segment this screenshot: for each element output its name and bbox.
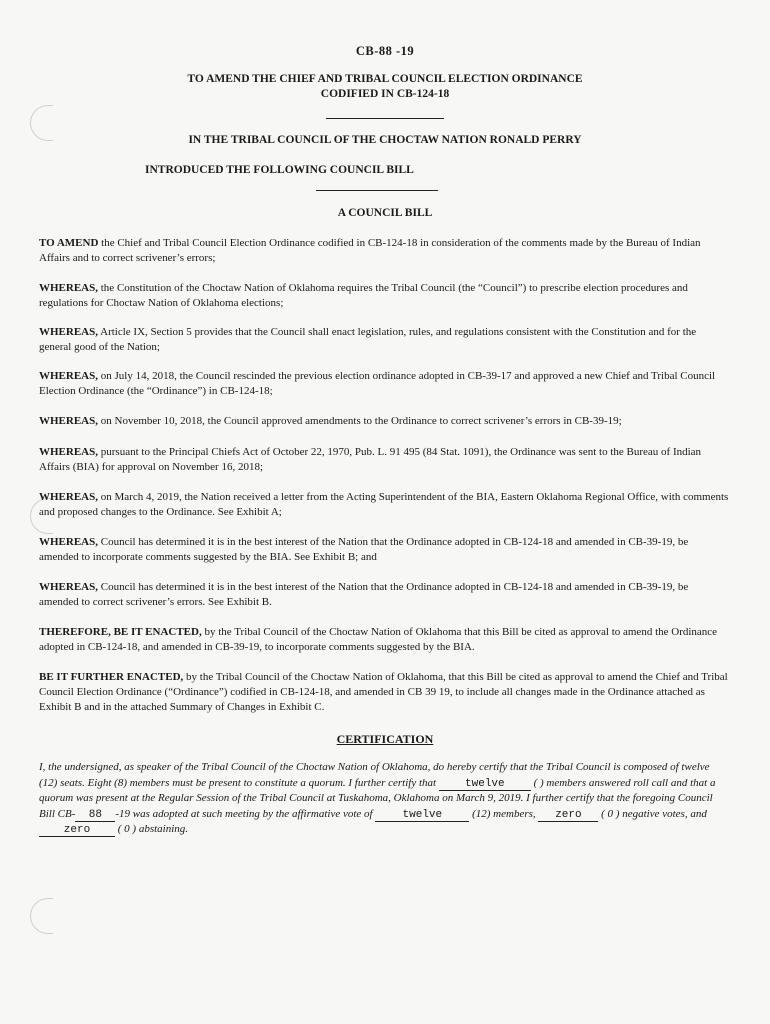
affirmative-votes-field: twelve: [375, 809, 469, 822]
paragraph-whereas: [39, 281, 729, 311]
paragraph-whereas: [39, 414, 729, 429]
paragraph-lead: TO AMEND: [39, 237, 99, 249]
bill-number: CB-88 -19: [355, 44, 415, 58]
paragraph-lead: WHEREAS,: [39, 370, 98, 382]
paragraph-lead: WHEREAS,: [39, 415, 98, 427]
paragraph-text: by the Tribal Council of the Choctaw Nation of Oklahoma, that this Bill be cited as approval to amend the Chief and Tribal Council Election Ordinance (“Ordinance”) codified in CB-124-18, and amended in CB 39 19, to include all changes made in the Ordinance attached as Exhibit B and in the attached Summary of Changes in Exhibit C.: [39, 671, 728, 713]
paragraph-text: on November 10, 2018, the Council approved amendments to the Ordinance to correct scrivener’s errors in CB-39-19;: [98, 415, 622, 427]
paragraph-whereas: [39, 325, 729, 355]
abstaining-votes-field: zero: [39, 824, 115, 837]
certification-text-segment: -19 was adopted at such meeting by the affirmative vote of: [115, 807, 376, 820]
paragraph-lead: WHEREAS,: [39, 536, 98, 548]
certification-text-segment: ( 0 ) negative votes, and: [598, 807, 707, 820]
paragraph-lead: THEREFORE, BE IT ENACTED,: [39, 626, 202, 638]
paragraph-further-enacted: [39, 670, 729, 715]
paragraph-whereas: [39, 445, 729, 475]
bill-heading: A COUNCIL BILL: [337, 207, 433, 219]
council-line: IN THE TRIBAL COUNCIL OF THE CHOCTAW NATION RONALD PERRY: [188, 134, 582, 146]
paragraph-lead: WHEREAS,: [39, 581, 98, 593]
certification-text-segment: ( ) members answered roll call and that a quorum was present at the Regular Session of the Tribal Council at Tuskahoma, Oklahoma on March 9, 2019. I further certify that the foregoing Council Bill CB-: [39, 776, 716, 820]
paragraph-text: the Chief and Tribal Council Election Ordinance codified in CB-124-18 in consideration of the comments made by the Bureau of Indian Affairs and to correct scrivener’s errors;: [39, 237, 701, 264]
paragraph-whereas: [39, 369, 729, 399]
members-present-field: twelve: [439, 778, 531, 791]
certification-text-segment: (12) members,: [469, 807, 539, 820]
paragraph-text: Article IX, Section 5 provides that the Council shall enact legislation, rules, and regulations consistent with the Constitution and for the general good of the Nation;: [39, 326, 697, 353]
paragraph-text: by the Tribal Council of the Choctaw Nation of Oklahoma that this Bill be cited as approval to amend the Ordinance adopted in CB-124-18, and amended in CB-39-19, to incorporate comments suggested by the BIA.: [39, 626, 718, 653]
paragraph-text: on March 4, 2019, the Nation received a letter from the Acting Superintendent of the BIA, Eastern Oklahoma Regional Office, with comments and proposed changes to the Ordinance. See Exhibit A;: [39, 491, 729, 518]
bill-number-field: 88: [75, 809, 115, 822]
divider: [326, 118, 444, 119]
paragraph-therefore: [39, 625, 729, 655]
bill-title-line2: CODIFIED IN CB-124-18: [320, 88, 450, 100]
introduced-line: INTRODUCED THE FOLLOWING COUNCIL BILL: [145, 164, 414, 176]
negative-votes-field: zero: [538, 809, 598, 822]
paragraph-whereas: [39, 580, 729, 610]
paragraph-whereas: [39, 535, 729, 565]
paragraph-lead: WHEREAS,: [39, 282, 98, 294]
punch-hole-mark: [30, 898, 53, 934]
certification-text: [39, 760, 729, 838]
paragraph-lead: WHEREAS,: [39, 446, 98, 458]
bill-title-line1: TO AMEND THE CHIEF AND TRIBAL COUNCIL ELECTION ORDINANCE: [187, 73, 583, 85]
certification-text-segment: ( 0 ) abstaining.: [115, 823, 189, 835]
certification-heading: CERTIFICATION: [336, 732, 434, 746]
paragraph-whereas: [39, 490, 729, 520]
paragraph-to-amend: [39, 236, 729, 266]
paragraph-lead: WHEREAS,: [39, 326, 98, 338]
paragraph-text: Council has determined it is in the best interest of the Nation that the Ordinance adopted in CB-124-18 and amended in CB-39-19, be amended to incorporate comments suggested by the BIA. See Exhibit B; and: [39, 536, 689, 563]
paragraph-text: on July 14, 2018, the Council rescinded the previous election ordinance adopted in CB-39-17 and approved a new Chief and Tribal Council Election Ordinance (the “Ordinance”) in CB-124-18;: [39, 370, 716, 397]
paragraph-lead: WHEREAS,: [39, 491, 98, 503]
paragraph-lead: BE IT FURTHER ENACTED,: [39, 671, 184, 683]
bill-title: [0, 72, 770, 102]
divider: [316, 190, 438, 191]
certification-text-segment: I, the undersigned, as speaker of the Tribal Council of the Choctaw Nation of Oklahoma, do hereby certify that the Tribal Council is composed of twelve (12) seats. Eight (8) members must be present to constitute a quorum. I further certify that: [39, 761, 710, 789]
paragraph-text: pursuant to the Principal Chiefs Act of October 22, 1970, Pub. L. 91 495 (84 Stat. 1091), the Ordinance was sent to the Bureau of Indian Affairs (BIA) for approval on November 16, 2018;: [39, 446, 702, 473]
paragraph-text: the Constitution of the Choctaw Nation of Oklahoma requires the Tribal Council (the “Council”) to prescribe election procedures and regulations for Choctaw Nation of Oklahoma elections;: [39, 282, 688, 309]
paragraph-text: Council has determined it is in the best interest of the Nation that the Ordinance adopted in CB-124-18 and amended in CB-39-19, be amended to correct scrivener’s errors. See Exhibit B.: [39, 581, 689, 608]
